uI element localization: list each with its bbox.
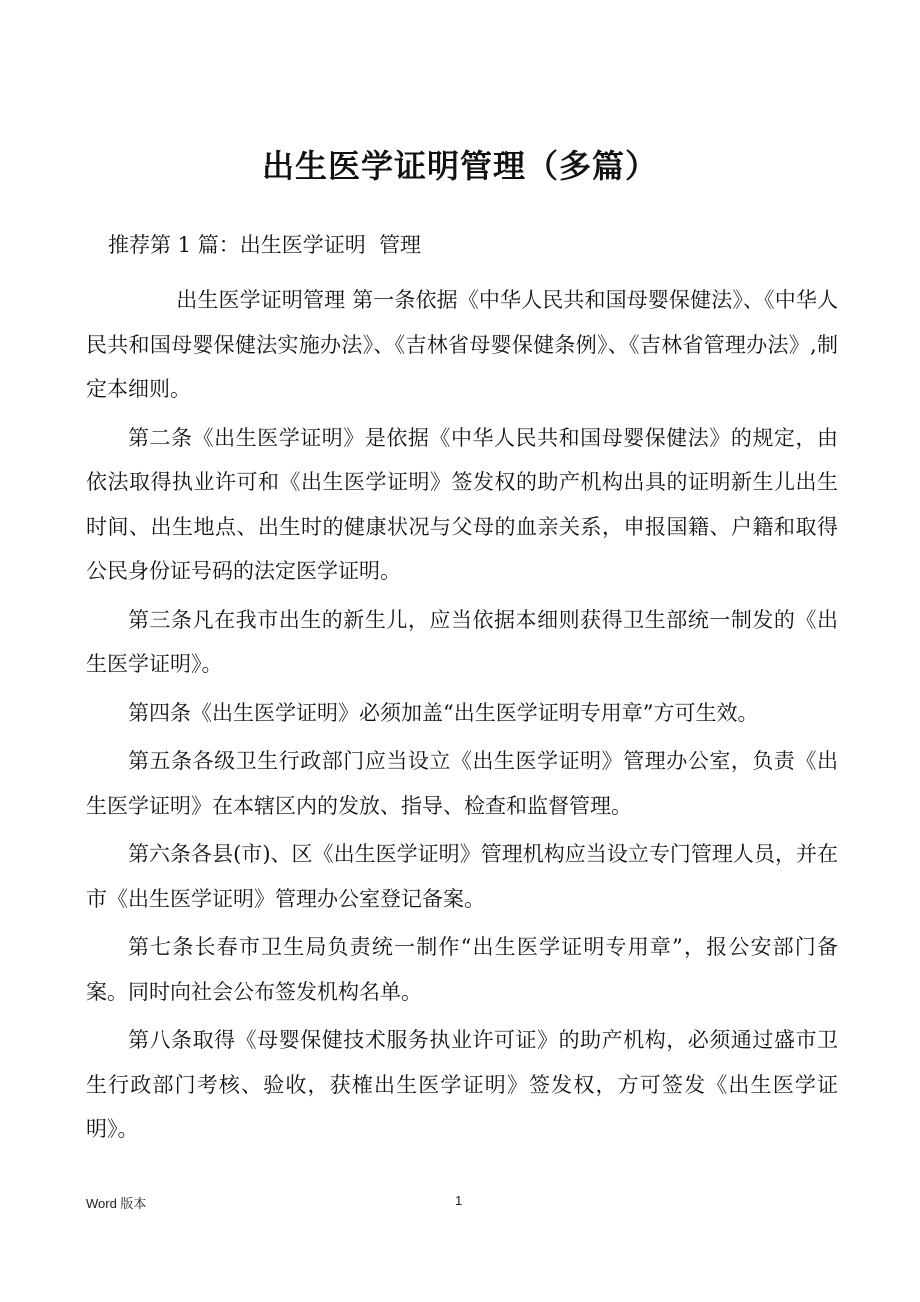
paragraph: 出生医学证明管理 第一条依据《中华人民共和国母婴保健法》、《中华人民共和国母婴保健法实施办法》、《吉林省母婴保健条例》、《吉林省管理办法》,制定本细则。	[86, 288, 838, 401]
paragraph: 第四条《出生医学证明》必须加盖“出生医学证明专用章”方可生效。	[128, 700, 759, 725]
document-subtitle: 推荐第 1 篇：出生医学证明 管理	[108, 233, 422, 257]
paragraph: 第五条各级卫生行政部门应当设立《出生医学证明》管理办公室，负责《出生医学证明》在本辖区内的发放、指导、检查和监督管理。	[86, 749, 838, 818]
paragraph: 第七条长春市卫生局负责统一制作“出生医学证明专用章”，报公安部门备案。同时向社会公布签发机构名单。	[86, 935, 838, 1004]
paragraph: 第三条凡在我市出生的新生儿，应当依据本细则获得卫生部统一制发的《出生医学证明》。	[86, 607, 838, 676]
paragraph: 第八条取得《母婴保健技术服务执业许可证》的助产机构，必须通过盛市卫生行政部门考核、验收，获榷出生医学证明》签发权，方可签发《出生医学证明》。	[86, 1028, 838, 1141]
document-title: 出生医学证明管理（多篇）	[261, 147, 658, 185]
footer-version-label: Word 版本	[86, 1196, 147, 1211]
paragraph: 第二条《出生医学证明》是依据《中华人民共和国母婴保健法》的规定，由依法取得执业许可和《出生医学证明》签发权的助产机构出具的证明新生儿出生时间、出生地点、出生时的健康状况与父母的血亲关系，申报国籍、户籍和取得公民身份证号码的法定医学证明。	[86, 425, 838, 583]
document-body	[86, 278, 838, 1156]
footer-page-number: 1	[455, 1193, 463, 1208]
paragraph: 第六条各县(市)、区《出生医学证明》管理机构应当设立专门管理人员，并在市《出生医学证明》管理办公室登记备案。	[86, 842, 838, 911]
